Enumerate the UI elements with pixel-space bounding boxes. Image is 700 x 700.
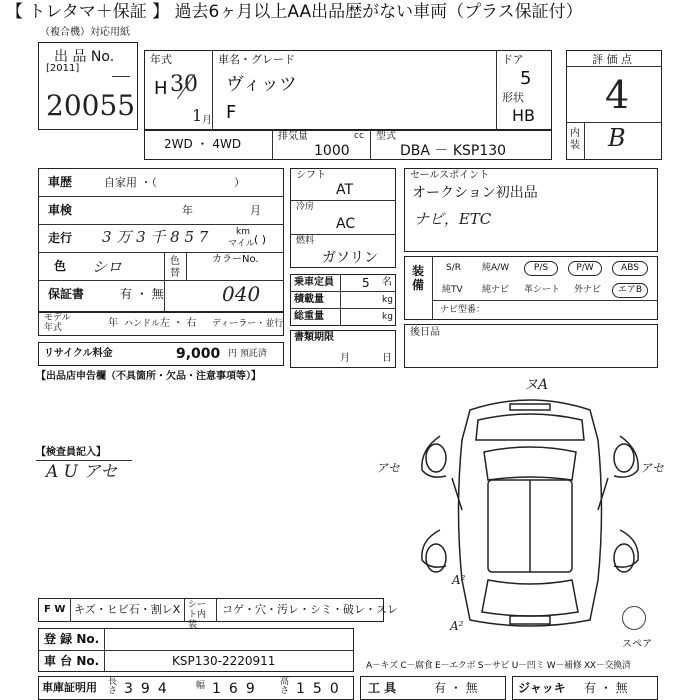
- cert-w: 169: [212, 681, 263, 697]
- doc-deadline-label: 書類期限: [294, 332, 334, 343]
- shift-value: AT: [336, 182, 354, 198]
- mileage-value: 3 万 3 千 8 5 7: [102, 228, 209, 246]
- body-type-value: HB: [512, 106, 536, 125]
- score-value: 4: [605, 73, 630, 117]
- equip-navi: 純ナビ: [482, 285, 510, 295]
- load-label: 積載量: [294, 294, 324, 305]
- spare-label: スペア: [622, 639, 652, 650]
- fuel-value: ガソリン: [322, 250, 378, 266]
- recycle-unit: 円 預託済: [228, 349, 267, 359]
- aircon-label: 冷房: [296, 202, 315, 212]
- mileage-label: 走行: [48, 231, 73, 245]
- model-code-label: 型式: [376, 131, 396, 142]
- color-value: シロ: [92, 258, 123, 276]
- recycle-label: リサイクル料金: [44, 348, 113, 359]
- gross-weight-unit: kg: [382, 312, 393, 322]
- mileage-extra: ( ): [254, 233, 267, 246]
- displacement-label: 排気量: [278, 131, 308, 142]
- fw-label: F W: [44, 604, 66, 615]
- equip-alloy: 純A/W: [482, 263, 510, 273]
- fw-items: キズ・ヒビ石・割レX: [74, 603, 181, 616]
- model-year-label: モデル年式: [44, 313, 71, 333]
- cert-len-label: 長さ: [108, 677, 118, 696]
- capacity-label: 乗車定員: [294, 277, 334, 288]
- shift-label: シフト: [296, 170, 326, 181]
- doc-deadline-day: 日: [382, 353, 392, 364]
- fuel-label: 燃料: [296, 236, 315, 246]
- stamp: [2011]: [46, 63, 80, 74]
- doors-label: ドア: [502, 53, 524, 66]
- diagram-front-note: ヌA: [524, 377, 549, 393]
- registration-label: 登 録 No.: [44, 632, 100, 646]
- tools-value: 有 ・ 無: [434, 681, 478, 695]
- year-month: 1: [192, 106, 203, 125]
- equip-airbag: エアB: [612, 283, 648, 298]
- color-label: 色: [54, 259, 67, 273]
- doc-type: （複合機）対応用紙: [40, 27, 130, 38]
- displacement-value: 1000: [314, 143, 350, 159]
- load-unit: kg: [382, 295, 393, 305]
- interior-label: 内装: [570, 128, 580, 151]
- capacity-unit: 名: [382, 277, 392, 288]
- model-name: ヴィッツ: [226, 74, 297, 95]
- gross-weight-label: 総重量: [294, 311, 324, 322]
- history-label: 車歴: [48, 175, 73, 189]
- navi-model-label: ナビ型番：: [440, 305, 486, 315]
- equip-leather: 革シート: [524, 285, 561, 295]
- car-diagram: [400, 377, 660, 640]
- sales-point-note: ナビ，ETC: [414, 210, 492, 228]
- sales-point-label: セールスポイント: [410, 170, 490, 181]
- inspection-month: 月: [250, 204, 261, 217]
- inspector-note: A U アセ: [46, 462, 118, 482]
- lot-label: 出 品 No.: [54, 49, 115, 65]
- cert-len: 394: [124, 681, 175, 697]
- aircon-value: AC: [336, 216, 356, 232]
- year-label: 年式: [150, 53, 172, 66]
- certificate-label: 車庫証明用: [42, 681, 97, 694]
- sales-point-headline: オークション初出品: [412, 185, 538, 201]
- mileage-unit-mile: マイル: [228, 239, 255, 249]
- capacity-value: 5: [362, 276, 370, 290]
- mileage-unit-km: km: [236, 227, 250, 237]
- recycle-value: 9,000: [176, 346, 221, 362]
- seat-label: シート内装: [188, 600, 207, 630]
- interior-value: B: [608, 124, 626, 152]
- equip-tv: 純TV: [442, 285, 463, 295]
- equipment-label: 装備: [412, 264, 425, 292]
- equip-ps: P/S: [524, 261, 558, 276]
- lot-number: 20055: [46, 89, 136, 122]
- equip-ext-navi: 外ナビ: [574, 285, 602, 295]
- diagram-left-note: アセ: [376, 461, 400, 475]
- handle-label: ハンドル: [124, 319, 161, 329]
- inspection-year: 年: [182, 204, 193, 217]
- seller-notes-label: 【出品店申告欄（不具箇所・欠品・注意事項等）】: [36, 371, 261, 382]
- jack-label: ジャッキ: [518, 681, 566, 695]
- diagram-rear-note-a: A²: [452, 573, 466, 587]
- tools-label: 工 具: [368, 681, 397, 695]
- model-code: DBA － KSP130: [400, 143, 507, 159]
- later-label: 後日品: [410, 327, 440, 338]
- equip-pw: P/W: [568, 261, 602, 276]
- inspection-label: 車検: [48, 203, 73, 217]
- color-no: 040: [222, 282, 261, 306]
- cert-h: 150: [296, 681, 347, 697]
- spare-tire-icon: [622, 606, 646, 630]
- score-label: 評 価 点: [592, 53, 632, 66]
- jack-value: 有 ・ 無: [584, 681, 628, 695]
- model-name-label: 車名・グレード: [218, 53, 295, 66]
- drive: 2WD ・ 4WD: [164, 137, 242, 151]
- chassis-value: KSP130-2220911: [172, 654, 276, 668]
- year-value: 30: [170, 72, 198, 97]
- year-month-unit: 月: [202, 115, 212, 126]
- banner: 【 トレタマ＋保証 】 過去6ヶ月以上AA出品歴がない車両（プラス保証付）: [6, 2, 583, 22]
- displacement-unit: cc: [354, 131, 364, 141]
- color-no-label: カラーNo.: [212, 254, 259, 265]
- damage-legend: A－キズ C－腐食 E－エクボ S－サビ U－凹ミ W－補修 XX－交換済: [366, 661, 631, 671]
- chassis-label: 車 台 No.: [44, 654, 100, 668]
- model-year-year: 年: [108, 318, 118, 329]
- history-value: 自家用 ・（ ）: [104, 176, 245, 189]
- warranty-value: 有 ・ 無: [120, 287, 164, 301]
- warranty-label: 保証書: [48, 287, 85, 301]
- year-era: H: [154, 78, 168, 99]
- equip-sr: S/R: [446, 263, 461, 273]
- color-change: 色替: [170, 256, 180, 279]
- dealer-value: ディーラー・並行: [212, 319, 284, 329]
- doors-value: 5: [520, 68, 532, 89]
- cert-w-label: 幅: [196, 681, 206, 691]
- model-grade: F: [226, 102, 237, 123]
- interior-items: コゲ・穴・汚レ・シミ・破レ・スレ: [222, 603, 398, 616]
- handle-value: 左 ・ 右: [160, 318, 197, 329]
- later-box: [404, 324, 658, 368]
- inspector-label: 【検査員記入】: [36, 447, 106, 458]
- diagram-right-note: アセ: [640, 461, 664, 475]
- body-type-label: 形状: [502, 91, 524, 104]
- diagram-rear-note-b: A²: [450, 619, 464, 633]
- doc-deadline-unit: 月: [340, 353, 350, 364]
- equip-abs: ABS: [612, 261, 648, 276]
- cert-h-label: 高さ: [280, 677, 290, 696]
